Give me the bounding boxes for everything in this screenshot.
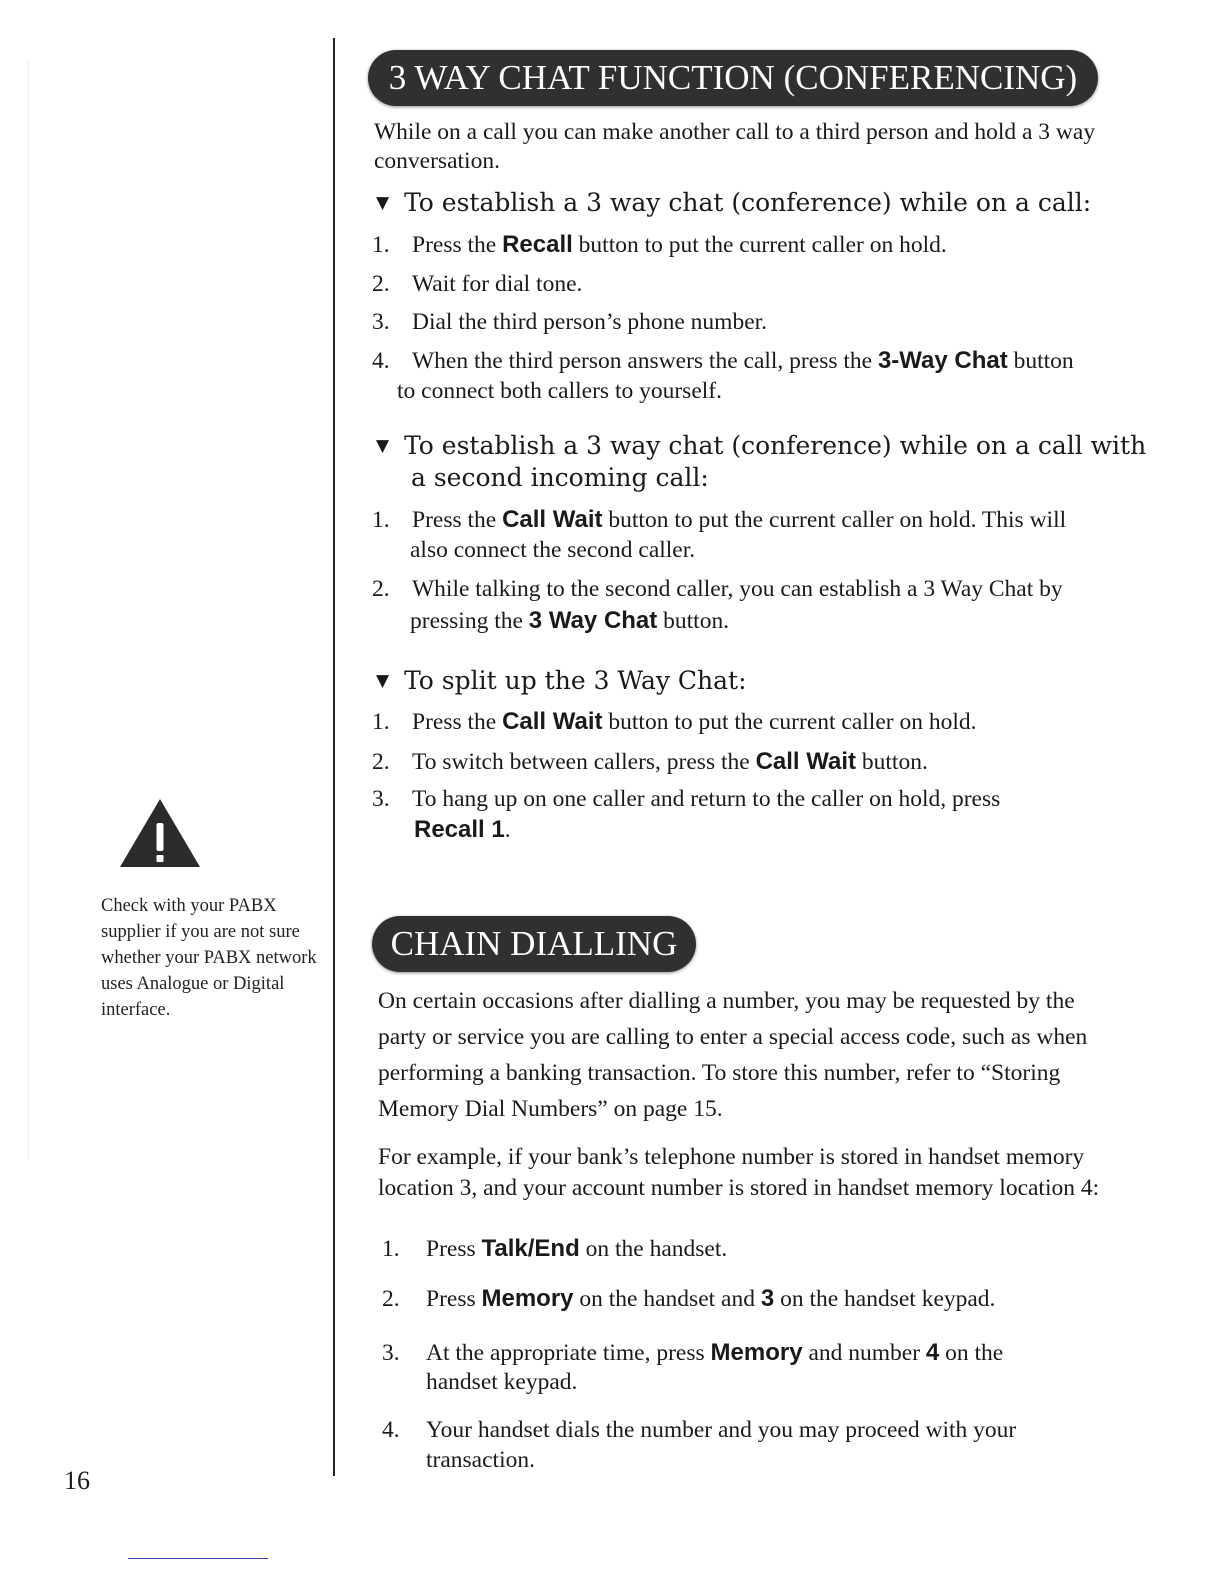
page-number: 16 xyxy=(64,1466,90,1495)
step-4-3way-chat: 4. When the third person answers the call, press the 3-Way Chat button xyxy=(372,347,1074,374)
step-2-dial-tone: 2. Wait for dial tone. xyxy=(372,271,583,297)
chain-step-3: 3. At the appropriate time, press Memory and number 4 on the xyxy=(382,1339,1004,1366)
subheading-conference-second-call-line2: a second incoming call: xyxy=(411,463,709,492)
triangle-bullet-icon: ▼ xyxy=(376,671,390,691)
scan-bottom-line xyxy=(128,1558,268,1559)
step-1-recall: 1. Press the Recall button to put the current caller on hold. xyxy=(372,231,947,258)
para1-line-2: party or service you are calling to enter a special access code, such as when xyxy=(378,1024,1088,1050)
section-title-3-way-chat: 3 WAY CHAT FUNCTION (CONFERENCING) xyxy=(368,50,1098,106)
step-2-talking: 2. While talking to the second caller, you can establish a 3 Way Chat by xyxy=(372,576,1063,602)
para1-line-4: Memory Dial Numbers” on page 15. xyxy=(378,1096,723,1122)
subheading-conference-on-call: ▼ To establish a 3 way chat (conference) while on a call: xyxy=(376,188,1092,217)
step-3-continuation: Recall 1. xyxy=(414,816,511,843)
para1-line-1: On certain occasions after dialling a number, you may be requested by the xyxy=(378,988,1075,1014)
step-4-continuation: to connect both callers to yourself. xyxy=(397,378,722,404)
intro-line-2: conversation. xyxy=(374,148,500,174)
step-2-switch: 2. To switch between callers, press the Call Wait button. xyxy=(372,748,928,775)
warning-icon xyxy=(118,797,202,869)
triangle-bullet-icon: ▼ xyxy=(376,436,390,456)
step-1-split: 1. Press the Call Wait button to put the current caller on hold. xyxy=(372,708,977,735)
subheading-split-up: ▼ To split up the 3 Way Chat: xyxy=(376,666,747,695)
column-divider xyxy=(333,38,335,1476)
para2-line-1: For example, if your bank’s telephone number is stored in handset memory xyxy=(378,1144,1085,1170)
para2-line-2: location 3, and your account number is stored in handset memory location 4: xyxy=(378,1175,1100,1201)
sidebar-note: Check with your PABX supplier if you are not sure whether your PABX network uses Analogue or Digital interface. xyxy=(101,896,317,1020)
chain-step-3-continuation: handset keypad. xyxy=(426,1369,578,1395)
scan-edge-line xyxy=(28,60,29,1160)
intro-line-1: While on a call you can make another call to a third person and hold a 3 way xyxy=(374,119,1096,145)
para1-line-3: performing a banking transaction. To store this number, refer to “Storing xyxy=(378,1060,1061,1086)
triangle-bullet-icon: ▼ xyxy=(376,193,390,213)
step-3-dial-number: 3. Dial the third person’s phone number. xyxy=(372,309,768,335)
step-1-continuation: also connect the second caller. xyxy=(410,537,696,563)
step-2-continuation: pressing the 3 Way Chat button. xyxy=(410,607,730,634)
section-title-chain-dialling: CHAIN DIALLING xyxy=(372,916,696,972)
chain-step-2: 2. Press Memory on the handset and 3 on the handset keypad. xyxy=(382,1285,996,1312)
step-3-hang-up: 3. To hang up on one caller and return to the caller on hold, press xyxy=(372,786,1001,812)
chain-step-1: 1. Press Talk/End on the handset. xyxy=(382,1235,728,1262)
subheading-conference-second-call: ▼ To establish a 3 way chat (conference) while on a call with xyxy=(376,431,1147,460)
chain-step-4-continuation: transaction. xyxy=(426,1447,535,1473)
step-1-call-wait: 1. Press the Call Wait button to put the current caller on hold. This will xyxy=(372,506,1067,533)
chain-step-4: 4. Your handset dials the number and you may proceed with your xyxy=(382,1417,1017,1443)
